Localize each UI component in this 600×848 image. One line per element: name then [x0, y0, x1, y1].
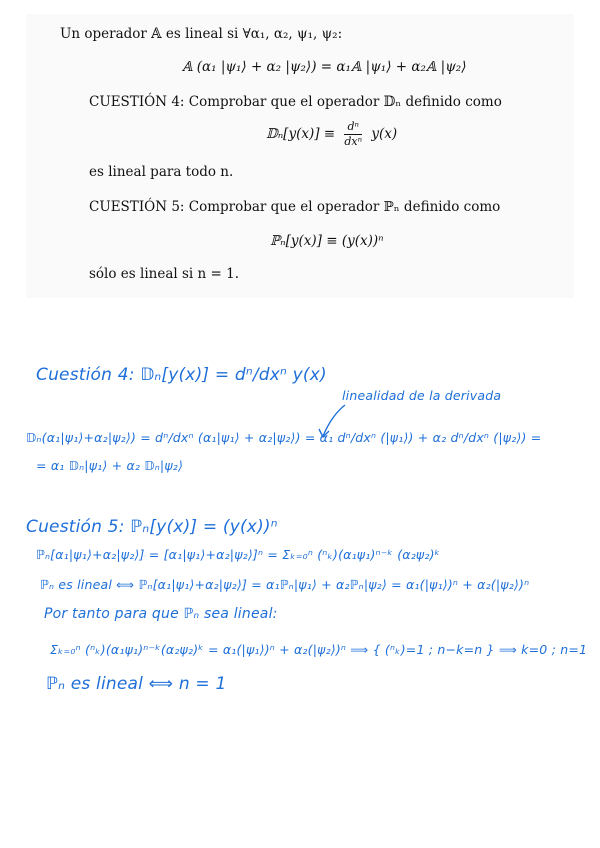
handwritten-q5-line3: Por tanto para que ℙₙ sea lineal:: [44, 606, 278, 622]
q5-definition-equation: ℙₙ[y(x)] ≡ (y(x))ⁿ: [270, 233, 384, 249]
q4-tail-text: es lineal para todo n.: [89, 164, 234, 180]
q4-eq-lhs: 𝔻ₙ[y(x)] ≡: [266, 126, 336, 142]
handwritten-q4-line1: 𝔻ₙ(α₁|ψ₁⟩+α₂|ψ₂⟩) = dⁿ/dxⁿ (α₁|ψ₁⟩ + α₂|ψ₂⟩) = α₁ dⁿ/dxⁿ (|ψ₁⟩) + α₂ dⁿ/dxⁿ (|ψ₂⟩) =: [26, 430, 542, 445]
q5-tail-text: sólo es lineal si n = 1.: [89, 266, 239, 282]
handwritten-q5-title: Cuestión 5: ℙₙ[y(x)] = (y(x))ⁿ: [26, 517, 278, 537]
handwritten-q5-line1: ℙₙ[α₁|ψ₁⟩+α₂|ψ₂⟩] = [α₁|ψ₁⟩+α₂|ψ₂⟩]ⁿ = Σₖ₌₀ⁿ (ⁿₖ)(α₁ψ₁)ⁿ⁻ᵏ (α₂ψ₂)ᵏ: [36, 547, 441, 562]
handwritten-q5-line4: Σₖ₌₀ⁿ (ⁿₖ)(α₁ψ₁)ⁿ⁻ᵏ(α₂ψ₂)ᵏ = α₁(|ψ₁⟩)ⁿ + α₂(|ψ₂⟩)ⁿ ⟹ { (ⁿₖ)=1 ; n−k=n } ⟹ k=0 ; n=1: [50, 642, 588, 657]
q4-eq-denominator: dxⁿ: [344, 135, 363, 148]
handwritten-q5-conclusion: ℙₙ es lineal ⟺ n = 1: [46, 674, 227, 694]
handwritten-q5-line2: ℙₙ es lineal ⟺ ℙₙ[α₁|ψ₁⟩+α₂|ψ₂⟩] = α₁ℙₙ|ψ₁⟩ + α₂ℙₙ|ψ₂⟩ = α₁(|ψ₁⟩)ⁿ + α₂(|ψ₂⟩)ⁿ: [40, 577, 530, 592]
linear-definition-equation: 𝔸 (α₁ |ψ₁⟩ + α₂ |ψ₂⟩) = α₁𝔸 |ψ₁⟩ + α₂𝔸 |ψ₂⟩: [182, 59, 467, 75]
q5-statement: CUESTIÓN 5: Comprobar que el operador ℙₙ definido como: [89, 199, 501, 215]
q4-eq-rhs: y(x): [371, 126, 398, 142]
q4-statement: CUESTIÓN 4: Comprobar que el operador 𝔻ₙ definido como: [89, 94, 502, 110]
handwritten-q4-line2: = α₁ 𝔻ₙ|ψ₁⟩ + α₂ 𝔻ₙ|ψ₂⟩: [36, 458, 184, 473]
handwritten-q4-title: Cuestión 4: 𝔻ₙ[y(x)] = dⁿ/dxⁿ y(x): [36, 365, 327, 385]
q4-eq-numerator: dⁿ: [344, 120, 362, 135]
intro-text: Un operador 𝔸 es lineal si ∀α₁, α₂, ψ₁, ψ₂:: [60, 26, 343, 42]
handwritten-annotation: linealidad de la derivada: [342, 388, 502, 403]
